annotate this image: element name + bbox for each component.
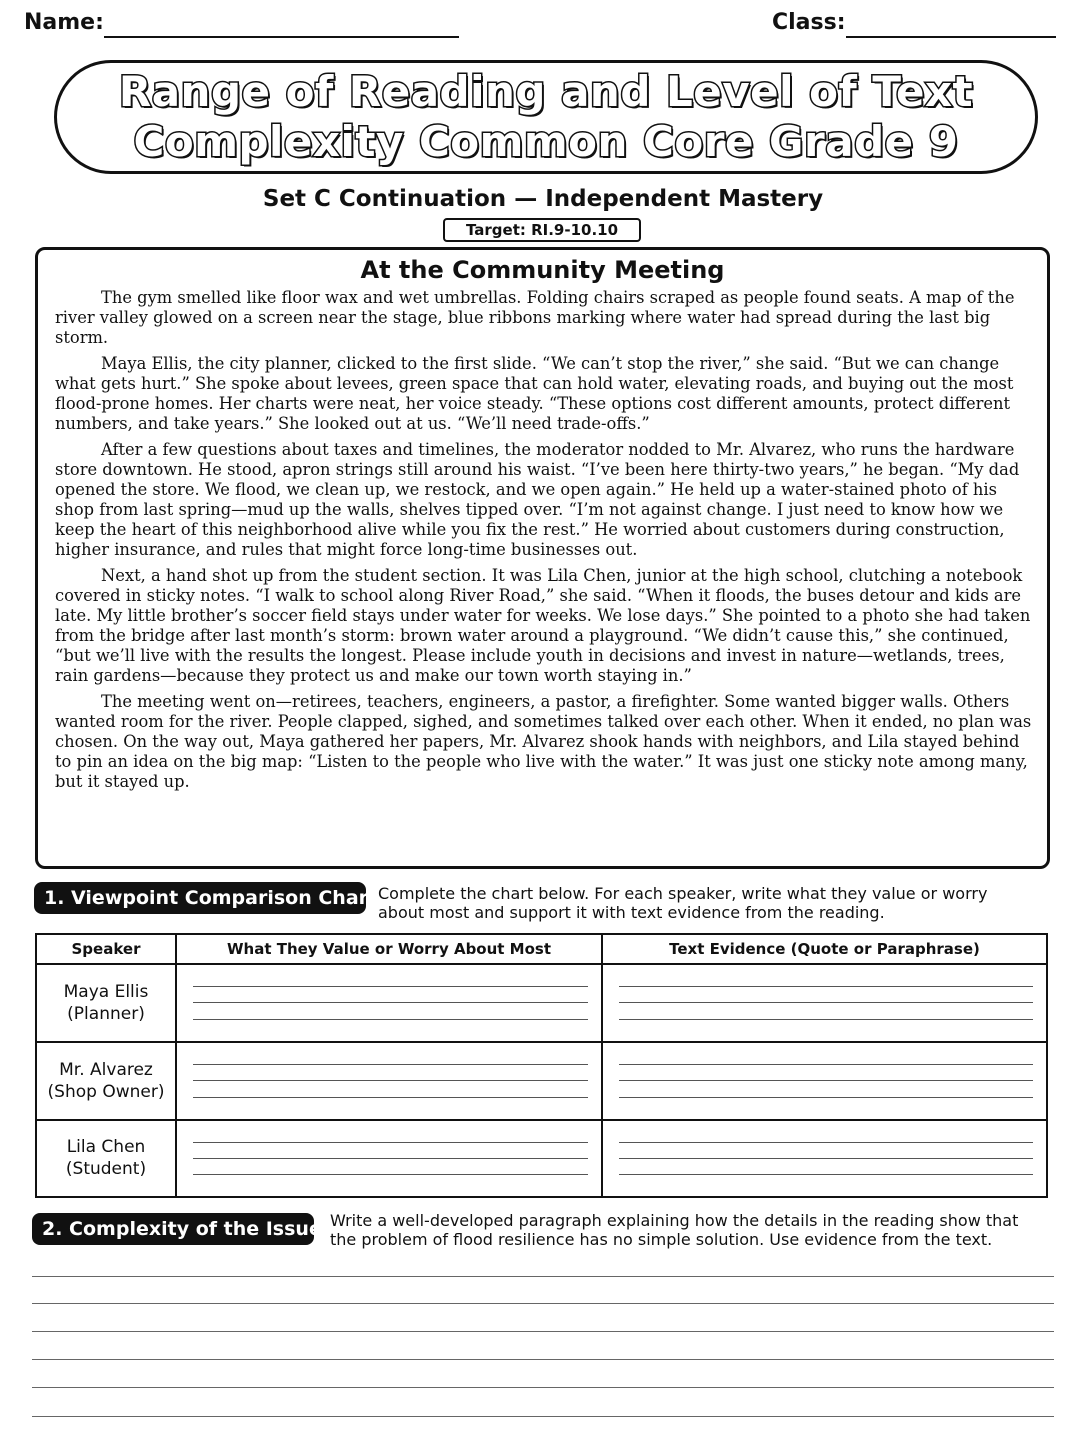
title-line-1: Range of Reading and Level of Text [118, 67, 974, 116]
speaker-name: Mr. Alvarez [59, 1059, 153, 1080]
value-answer-cell[interactable] [176, 964, 602, 1042]
evidence-answer-cell[interactable] [602, 964, 1046, 1042]
passage-paragraph: Maya Ellis, the city planner, clicked to the first slide. “We can’t stop the river,” she said. “But we can change what gets hurt.” She spoke about levees, green space that can hold water, elevating roads, and buying out the most flood-prone homes. Her charts were neat, her voice steady. “These options cost different amounts, protect different numbers, and take years.” She looked out at us. “We’ll need trade-offs.” [55, 353, 1014, 434]
passage-title: At the Community Meeting [360, 256, 725, 284]
column-header: Speaker [37, 935, 176, 964]
writing-line[interactable] [32, 1276, 1054, 1277]
class-label: Class: [772, 10, 846, 35]
section-1-instructions: Complete the chart below. For each speaker, write what they value or worry about most and support it with text evidence from the reading. [378, 884, 988, 922]
passage-body [55, 288, 1035, 798]
passage-paragraph: Next, a hand shot up from the student section. It was Lila Chen, junior at the high school, clutching a notebook covered in sticky notes. “I walk to school along River Road,” she said. “When it floods, the buses detour and kids are late. My little brother’s soccer field stays under water for weeks. We lose days.” She pointed to a photo she had taken from the bridge after last month’s storm: brown water around a playground. “We didn’t cause this,” she continued, “but we’ll live with the results the longest. Please include youth in decisions and invest in nature—wetlands, trees, rain gardens—because they protect us and make our town worth staying in.” [55, 565, 1031, 686]
writing-line[interactable] [32, 1359, 1054, 1360]
value-answer-cell[interactable] [176, 1120, 602, 1196]
speaker-cell [37, 1042, 176, 1120]
writing-line[interactable] [32, 1303, 1054, 1304]
viewpoint-chart [35, 933, 1048, 1198]
name-label: Name: [24, 10, 104, 35]
evidence-answer-cell[interactable] [602, 1042, 1046, 1120]
speaker-cell [37, 964, 176, 1042]
column-header: What They Value or Worry About Most [176, 935, 602, 964]
speaker-role: (Student) [65, 1159, 147, 1180]
passage-paragraph: The gym smelled like floor wax and wet umbrellas. Folding chairs scraped as people found seats. A map of the river valley glowed on a screen near the stage, blue ribbons marking where water had spread during the last big storm. [55, 288, 1015, 348]
section-2-header: 2. Complexity of the Issue [32, 1213, 314, 1245]
speaker-role: (Planner) [67, 1003, 145, 1024]
subtitle: Set C Continuation — Independent Mastery [262, 186, 824, 212]
reading-passage [35, 247, 1050, 869]
name-field[interactable] [104, 36, 459, 38]
table-row [37, 1042, 1046, 1120]
speaker-role: (Shop Owner) [47, 1081, 165, 1102]
column-header: Text Evidence (Quote or Paraphrase) [602, 935, 1046, 964]
writing-line[interactable] [32, 1387, 1054, 1388]
speaker-cell [37, 1120, 176, 1196]
title-banner [54, 60, 1038, 174]
writing-line[interactable] [32, 1416, 1054, 1417]
table-row [37, 964, 1046, 1042]
evidence-answer-cell[interactable] [602, 1120, 1046, 1196]
section-1-header: 1. Viewpoint Comparison Chart [34, 882, 366, 914]
speaker-name: Lila Chen [66, 1137, 146, 1158]
value-answer-cell[interactable] [176, 1042, 602, 1120]
speaker-name: Maya Ellis [63, 981, 149, 1002]
writing-line[interactable] [32, 1331, 1054, 1332]
passage-paragraph: The meeting went on—retirees, teachers, engineers, a pastor, a firefighter. Some wanted bigger walls. Others wanted room for the river. People clapped, sighed, and sometimes talked over each other. When it ended, no plan was chosen. On the way out, Maya gathered her papers, Mr. Alvarez shook hands with neighbors, and Lila stayed behind to pin an idea on the big map: “Listen to the people who live with the water.” It was just one sticky note among many, but it stayed up. [55, 691, 1032, 792]
passage-paragraph: After a few questions about taxes and timelines, the moderator nodded to Mr. Alvarez, who runs the hardware store downtown. He stood, apron strings still around his waist. “I’ve been here thirty-two years,” he began. “My dad opened the store. We flood, we clean up, we restock, and we open again.” He held up a water-stained photo of his shop from last spring—mud up the walls, shelves tipped over. “I’m not against change. I just need to know how we keep the heart of this neighborhood alive while you fix the rest.” He worried about customers during construction, higher insurance, and rules that might force long-time businesses out. [55, 439, 1020, 560]
table-row [37, 1120, 1046, 1196]
target-badge: Target: RI.9-10.10 [443, 218, 641, 242]
class-field[interactable] [846, 36, 1056, 38]
section-2-instructions: Write a well-developed paragraph explaining how the details in the reading show that the problem of flood resilience has no simple solution. Use evidence from the text. [330, 1211, 1019, 1249]
chart-header-row [37, 935, 1046, 964]
title-line-2: Complexity Common Core Grade 9 [133, 117, 959, 166]
